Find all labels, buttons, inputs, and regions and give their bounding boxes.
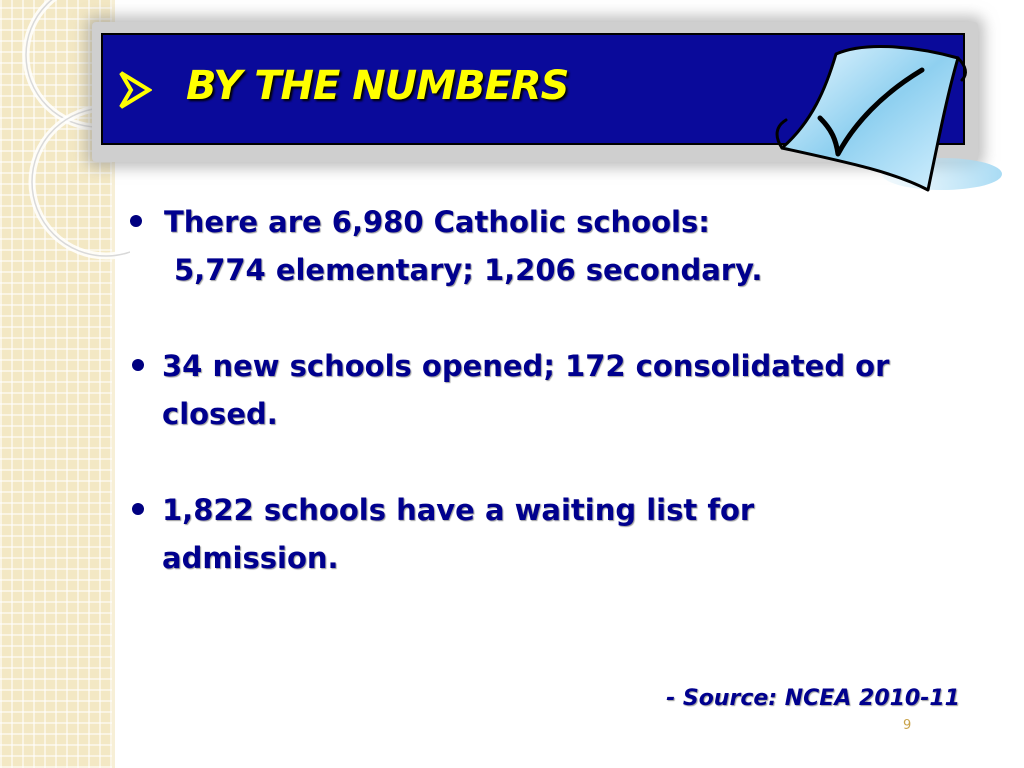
page-number: 9 (903, 718, 912, 733)
bullet-line: There are 6,980 Catholic schools: (164, 205, 710, 239)
bullet-dot-icon (130, 215, 142, 227)
bullet-item-new-schools (130, 342, 1000, 438)
bullet-dot-icon (132, 359, 144, 371)
slide-title: BY THE NUMBERS (186, 63, 569, 109)
bullet-item-schools-total (130, 198, 1000, 294)
checkmark-note-icon (772, 40, 1004, 212)
bullet-dot-icon (132, 503, 144, 515)
bullet-line: admission. (162, 541, 339, 575)
arrowhead-bullet-icon (118, 70, 152, 110)
bullet-line: 1,822 schools have a waiting list for (162, 493, 755, 527)
source-citation: - Source: NCEA 2010-11 (666, 686, 960, 711)
bullet-line: 34 new schools opened; 172 consolidated or (162, 349, 890, 383)
bullet-list (130, 198, 1000, 582)
bullet-line: closed. (162, 397, 278, 431)
bullet-line: 5,774 elementary; 1,206 secondary. (174, 253, 763, 287)
bullet-item-waiting-list (130, 486, 1000, 582)
